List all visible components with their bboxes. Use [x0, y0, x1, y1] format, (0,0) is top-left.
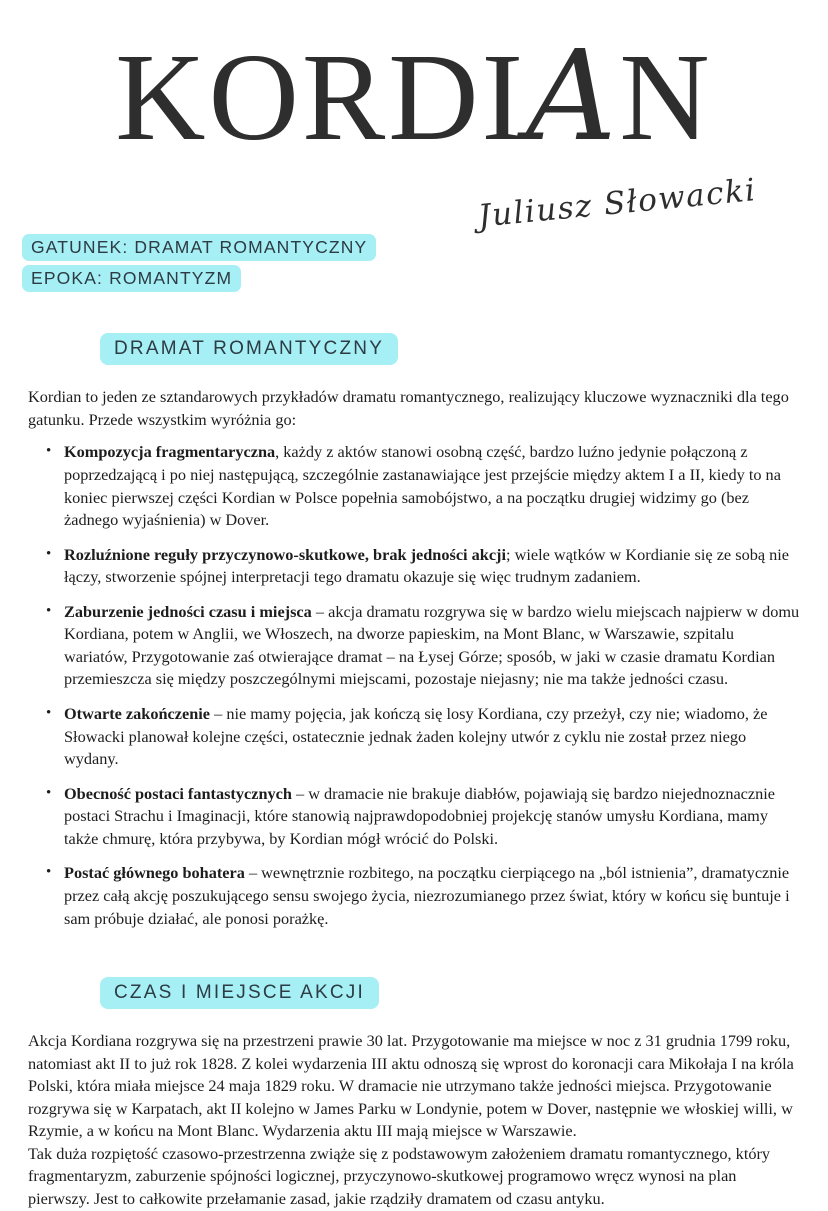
author-signature: Juliusz Słowacki: [476, 172, 758, 235]
epoch-line: [22, 263, 482, 294]
list-item: [42, 862, 800, 930]
bullet-lead: Kompozycja fragmentaryczna: [64, 442, 276, 462]
bullet-body: ; wiele wątków w Kordianie się ze sobą nie łączy, stworzenie spójnej interpretacji tego dramatu okazuje się więc trudnym zadaniem.: [64, 544, 790, 587]
section-heading-highlight: CZAS I MIEJSCE AKCJI: [100, 977, 379, 1009]
list-item: [42, 544, 800, 589]
bullet-lead: Postać głównego bohatera: [64, 863, 245, 883]
genre-highlight: GATUNEK: DRAMAT ROMANTYCZNY: [22, 234, 376, 261]
section-body-dramat-romantyczny: [28, 386, 800, 930]
bullet-body: – wewnętrznie rozbitego, na początku cierpiącego na „ból istnienia”, dramatycznie przez całą akcję poszukującego sensu swojego życia, niezrozumianego przez świat, który w końcu się buntuje i sam próbuje działać, ale ponosi porażkę.: [64, 863, 790, 928]
bullet-body: , każdy z aktów stanowi osobną część, bardzo luźno jedynie połączoną z poprzedzającą i po niej następującą, szczególnie zastanawiające jest przejście między aktem I a II, kiedy to na koniec pierwszej części Kordian w Polsce popełnia samobójstwo, a na początku drugiej widzimy go (bez żadnego wyjaśnienia) w Dover.: [64, 442, 781, 530]
section-body-czas-i-miejsce-akcji: [28, 1030, 800, 1211]
title-suffix: N: [619, 29, 713, 167]
page-title: [0, 24, 828, 169]
list-item: [42, 703, 800, 771]
spacer: [0, 930, 828, 982]
bullet-lead: Zaburzenie jedności czasu i miejsca: [64, 601, 312, 621]
time-place-paragraph-1: Akcja Kordiana rozgrywa się na przestrzeni prawie 30 lat. Przygotowanie ma miejsce w noc z 31 grudnia 1799 roku, natomiast akt II to już rok 1828. Z kolei wydarzenia III aktu odnoszą się wprost do koronacji cara Mikołaja I na króla Polski, która miała miejsce 24 maja 1829 roku. W dramacie nie utrzymano także jedności miejsca. Przygotowanie rozgrywa się w Karpatach, akt II kolejno w James Parku w Londynie, potem w Dover, następnie we włoskiej willi, w Rzymie, a w końcu na Mont Blanc. Wydarzenia aktu III mają miejsce w Warszawie.: [28, 1031, 794, 1141]
list-item: [42, 783, 800, 851]
bullet-lead: Otwarte zakończenie: [64, 704, 211, 724]
list-item: [42, 441, 800, 531]
section-intro-paragraph: Kordian to jeden ze sztandarowych przykładów dramatu romantycznego, realizujący kluczowe wyznaczniki dla tego gatunku. Przede wszystkim wyróżnia go:: [28, 387, 789, 429]
title-swash-letter-a: A: [526, 24, 620, 169]
title-block: [0, 0, 828, 235]
section-heading-dramat-romantyczny: [100, 338, 828, 360]
bullet-body: – akcja dramatu rozgrywa się w bardzo wielu miejscach najpierw w domu Kordiana, potem w Anglii, we Włoszech, na dworze papieskim, na Mont Blanc, w Warszawie, szpitalu wariatów, Przygotowanie zaś otwierające dramat – na Łysej Górze; sposób, w jaki w czasie dramatu Kordian przemieszcza się między poszczególnymi miejscami, pozostaje niejasny; nie ma także jedności czasu.: [64, 601, 800, 689]
list-item: [42, 601, 800, 691]
bullet-lead: Obecność postaci fantastycznych: [64, 783, 292, 803]
title-prefix: KORDI: [115, 29, 527, 167]
bullet-body: – w dramacie nie brakuje diabłów, pojawiają się bardzo niejednoznacznie postaci Strachu i Imaginacji, które stanowią najprawdopodobniej projekcję stanów umysłu Kordiana, mamy także chmurę, która przybywa, by Kordian mógł wrócić do Polski.: [64, 783, 776, 848]
genre-line: [22, 232, 482, 263]
bullet-body: – nie mamy pojęcia, jak kończą się losy Kordiana, czy przeżył, czy nie; wiadomo, że Słowacki planował kolejne części, ostatecznie jednak żaden kolejny utwór z cyklu nie został przez niego wydany.: [64, 704, 768, 769]
section-heading-czas-i-miejsce-akcji: [100, 982, 828, 1004]
time-place-paragraph-2: Tak duża rozpiętość czasowo-przestrzenna zwiąże się z podstawowym założeniem dramatu romantycznego, który fragmentaryzm, zaburzenie spójności logicznej, przyczynowo-skutkowej programowo wręcz wynosi na plan pierwszy. Jest to całkowite przełamanie zasad, jakie rządziły dramatem od czasu antyku.: [28, 1143, 771, 1209]
spacer: [0, 294, 828, 338]
section-heading-highlight: DRAMAT ROMANTYCZNY: [100, 333, 398, 365]
feature-bullet-list: [28, 441, 800, 930]
spacer: [28, 431, 800, 441]
epoch-highlight: EPOKA: ROMANTYZM: [22, 265, 241, 292]
bullet-lead: Rozluźnione reguły przyczynowo-skutkowe, brak jedności akcji: [64, 544, 507, 564]
metadata-block: [22, 232, 482, 294]
